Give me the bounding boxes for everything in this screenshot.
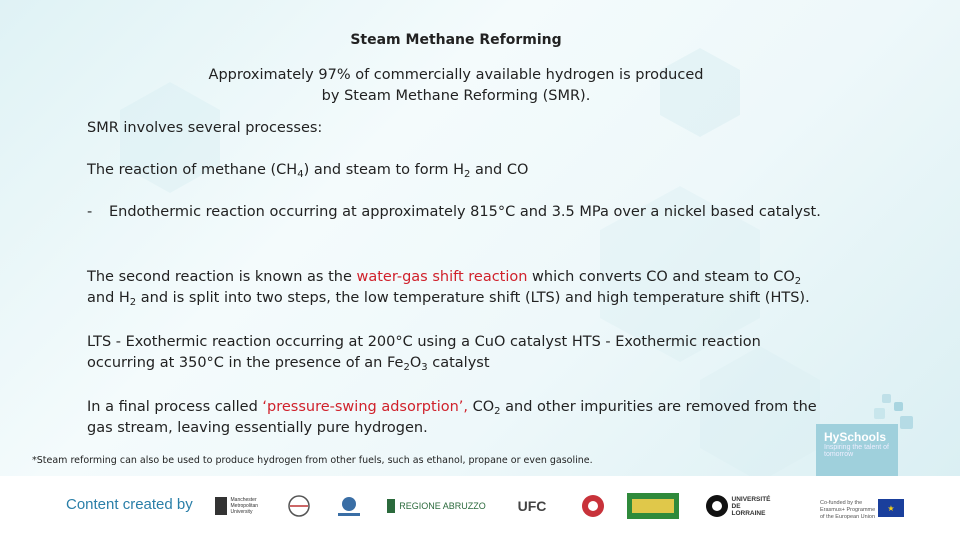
- paragraph-processes: SMR involves several processes:: [87, 120, 323, 136]
- logo-6: [580, 490, 606, 522]
- highlight-water-gas-shift: water-gas shift reaction: [356, 269, 528, 285]
- paragraph-psa: In a final process called ‘pressure-swing adsorption’, $CO_2$ and other impurities are removed from the gas stream, leaving essentially pure hydrogen.: [87, 399, 817, 436]
- bullet-endothermic: - Endothermic reaction occurring at approximately 815°C and 3.5 MPa over a nickel based catalyst.: [87, 204, 821, 220]
- logo-2: [282, 490, 316, 522]
- highlight-psa: ‘pressure-swing adsorption’,: [262, 399, 468, 415]
- badge-subtitle: Inspiring the talent of tomorrow: [824, 444, 889, 458]
- hyschools-badge: [816, 424, 898, 476]
- eu-flag-icon: ★: [878, 499, 904, 517]
- regione-abruzzo-logo: REGIONE ABRUZZO: [386, 490, 486, 522]
- universite-de-lorraine-logo: UNIVERSITÉ DE LORRAINE: [704, 490, 774, 522]
- badge-title: HySchools: [824, 430, 887, 444]
- credit-text: Content created by: [66, 496, 193, 513]
- footnote: *Steam reforming can also be used to produce hydrogen from other fuels, such as ethanol, propane or even gasoline.: [32, 455, 593, 466]
- eu-cofunded-text: Co-funded by the Erasmus+ Programme of the European Union: [820, 500, 876, 520]
- intro-text: Approximately 97% of commercially available hydrogen is produced by Steam Methane Reforming (SMR).: [208, 67, 704, 104]
- paragraph-reaction: The reaction of methane $(CH_4)$ and steam to form $H_2$ and CO: [87, 162, 529, 180]
- logo-3: [332, 490, 366, 522]
- manchester-metropolitan-logo: Manchester Metropolitan University: [212, 490, 272, 522]
- logo-7: [627, 490, 679, 522]
- slide-title: Steam Methane Reforming: [350, 32, 562, 48]
- paragraph-water-gas-shift: The second reaction is known as the water-gas shift reaction which converts CO and steam to $CO_2$ and $H_2$ and is split into two steps, the low temperature shift (LTS) and high temperature shift (HTS).: [87, 269, 810, 308]
- ufc-logo: UFC: [517, 498, 547, 514]
- paragraph-lts-hts: LTS - Exothermic reaction occurring at 200°C using a CuO catalyst HTS - Exothermic reaction occurring at 350°C in the presence of an $Fe_2O_3$ catalyst: [87, 334, 761, 373]
